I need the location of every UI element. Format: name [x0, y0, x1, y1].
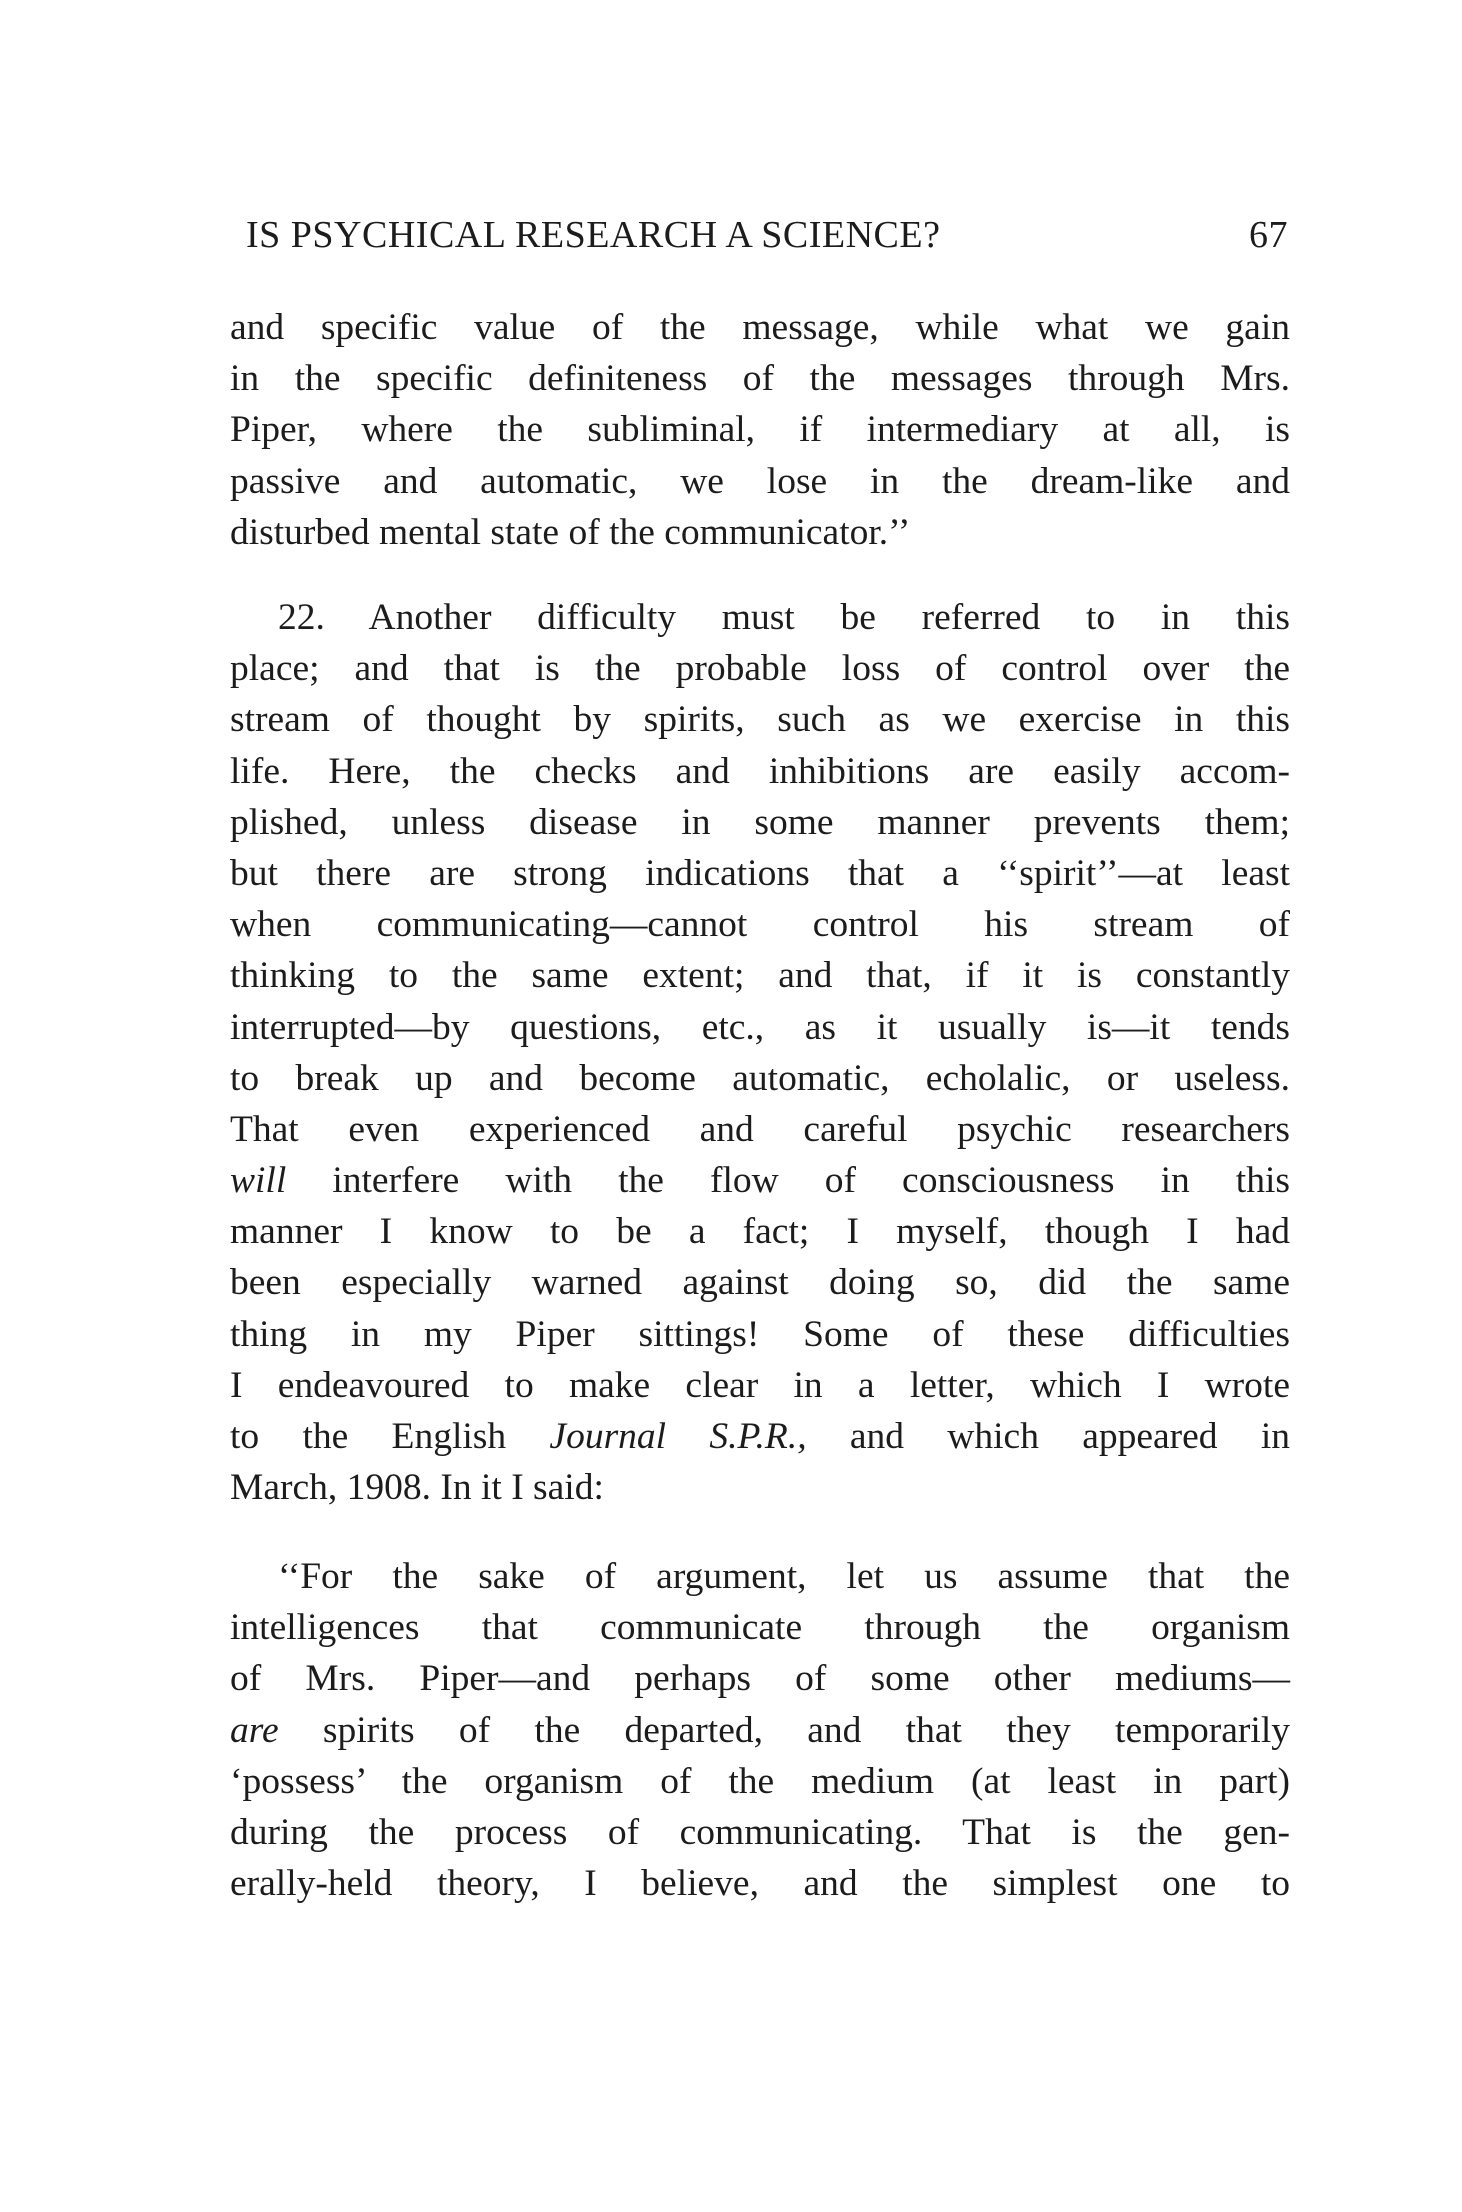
text-line: ‘‘For the sake of argument, let us assume that the: [278, 1556, 1290, 1597]
text-run: and which appeared in: [806, 1416, 1290, 1457]
text-line: ‘possess’ the organism of the medium (at least in part): [230, 1760, 1290, 1802]
paragraph-continuation: [230, 302, 1290, 558]
text-line: disturbed mental state of the communicator.’’: [230, 511, 911, 553]
text-run: to the English: [230, 1416, 550, 1457]
text-line: but there are strong indications that a ‘‘spirit’’—at least: [230, 852, 1290, 894]
paragraph-22: [230, 592, 1290, 1513]
quoted-letter: [230, 1551, 1290, 1909]
text-line: plished, unless disease in some manner prevents them;: [230, 801, 1290, 843]
text-line: passive and automatic, we lose in the dream-like and: [230, 460, 1290, 502]
running-title: IS PSYCHICAL RESEARCH A SCIENCE?: [246, 214, 941, 256]
text-line: life. Here, the checks and inhibitions are easily accom-: [230, 750, 1290, 792]
text-line: [230, 1155, 1290, 1206]
running-header: [230, 205, 1290, 265]
text-line: of Mrs. Piper—and perhaps of some other mediums—: [230, 1658, 1290, 1700]
text-line: 22. Another difficulty must be referred to in this: [278, 597, 1290, 638]
text-line: I endeavoured to make clear in a letter, which I wrote: [230, 1364, 1290, 1406]
text-line: March, 1908. In it I said:: [230, 1467, 604, 1509]
text-line: [230, 1411, 1290, 1462]
text-run: spirits of the departed, and that they temporarily: [278, 1709, 1290, 1751]
text-line: thinking to the same extent; and that, if it is constantly: [230, 955, 1290, 997]
text-line: place; and that is the probable loss of control over the: [230, 648, 1290, 690]
text-line: Piper, where the subliminal, if intermediary at all, is: [230, 409, 1290, 451]
text-line: That even experienced and careful psychic researchers: [230, 1108, 1290, 1150]
text-line: to break up and become automatic, echolalic, or useless.: [230, 1057, 1290, 1099]
text-line: been especially warned against doing so, did the same: [230, 1262, 1290, 1304]
italic-title: Journal S.P.R.,: [549, 1416, 807, 1457]
text-line: stream of thought by spirits, such as we exercise in this: [230, 699, 1290, 741]
italic-word: will: [230, 1160, 287, 1202]
text-line: [230, 1705, 1290, 1756]
text-line: thing in my Piper sittings! Some of these difficulties: [230, 1313, 1290, 1355]
italic-word: are: [230, 1709, 279, 1751]
text-run: interfere with the flow of consciousness in this: [286, 1160, 1290, 1202]
text-line: when communicating—cannot control his stream of: [230, 904, 1290, 946]
text-line: erally-held theory, I believe, and the simplest one to: [230, 1863, 1290, 1905]
text-line: and specific value of the message, while what we gain: [230, 307, 1290, 348]
page-number: 67: [1249, 214, 1288, 256]
text-line: intelligences that communicate through the organism: [230, 1607, 1290, 1649]
text-line: interrupted—by questions, etc., as it usually is—it tends: [230, 1006, 1290, 1048]
text-line: during the process of communicating. That is the gen-: [230, 1811, 1290, 1853]
text-line: manner I know to be a fact; I myself, though I had: [230, 1211, 1290, 1253]
text-line: in the specific definiteness of the messages through Mrs.: [230, 358, 1290, 400]
